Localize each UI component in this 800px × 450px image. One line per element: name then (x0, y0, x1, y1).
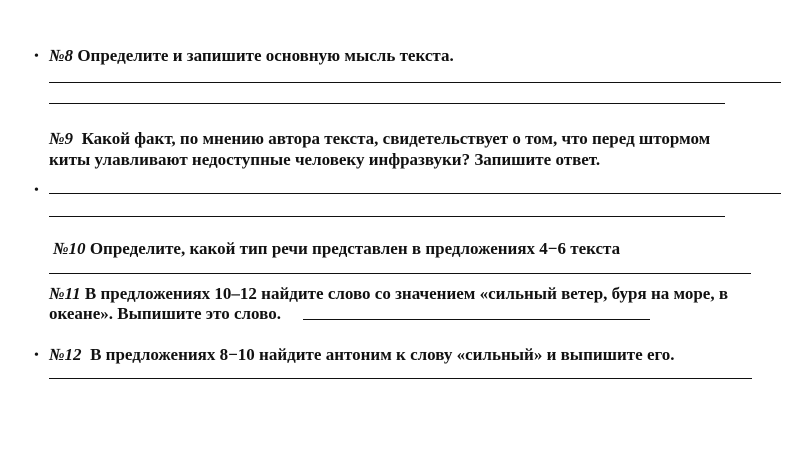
answer-line-11[interactable] (303, 319, 650, 320)
task-10-text: Определите, какой тип речи представлен в предложениях 4−6 текста (89, 239, 621, 258)
task-11-text-line2: океане». Выпишите это слово. (49, 304, 281, 323)
task-8-number: №8 (49, 46, 74, 65)
task-12-question (49, 345, 675, 365)
answer-line-9a[interactable] (49, 193, 781, 194)
answer-line-12[interactable] (49, 378, 752, 379)
task-8-text: Определите и запишите основную мысль текста. (77, 46, 454, 65)
bullet-task-12: • (34, 348, 39, 363)
task-11-question-cont (49, 304, 281, 324)
task-12-text: В предложениях 8−10 найдите антоним к слову «сильный» и выпишите его. (90, 345, 675, 364)
bullet-task-9: • (34, 183, 39, 198)
answer-line-8b[interactable] (49, 103, 725, 104)
task-10-number: №10 (53, 239, 86, 258)
answer-line-9b[interactable] (49, 216, 725, 217)
task-10-question (53, 239, 620, 259)
task-9-text-line1: Какой факт, по мнению автора текста, свидетельствует о том, что перед штормом (81, 129, 711, 148)
task-11-number: №11 (49, 284, 81, 303)
task-8-question (49, 46, 454, 66)
task-12-number: №12 (49, 345, 82, 364)
task-11-question (49, 284, 728, 304)
task-9-question (49, 129, 710, 149)
task-11-text-line1: В предложениях 10–12 найдите слово со значением «сильный ветер, буря на море, в (84, 284, 729, 303)
task-9-text-line2: киты улавливают недоступные человеку инфразвуки? Запишите ответ. (49, 150, 601, 169)
answer-line-10[interactable] (49, 273, 751, 274)
answer-line-8a[interactable] (49, 82, 781, 83)
task-9-number: №9 (49, 129, 74, 148)
task-9-question-cont (49, 150, 600, 170)
bullet-task-8: • (34, 49, 39, 64)
